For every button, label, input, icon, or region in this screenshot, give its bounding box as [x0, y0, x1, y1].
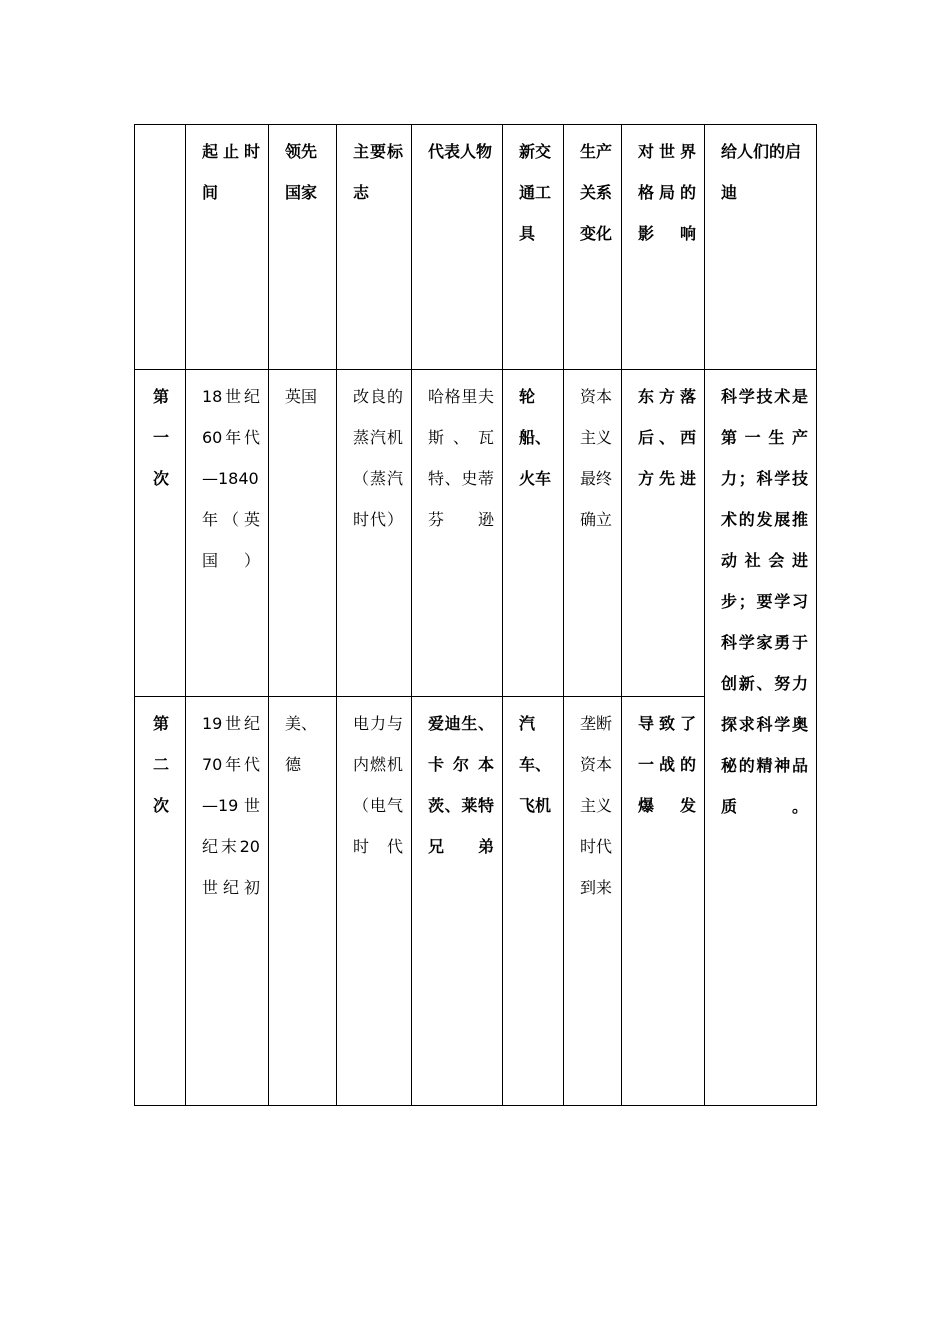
header-country: 领先国家: [269, 125, 337, 370]
header-inspiration: 给人们的启迪: [705, 125, 817, 370]
transport-cell: 轮船、火车: [503, 370, 564, 697]
header-transport: 新交通工具: [503, 125, 564, 370]
country-cell: 美、德: [269, 697, 337, 1106]
period-cell: 19世纪70年代—19世纪末20世纪初: [186, 697, 269, 1106]
world-cell: 导致了一战的爆发: [622, 697, 705, 1106]
table-row: [135, 370, 817, 697]
header-row: [135, 125, 817, 370]
people-cell: 哈格里夫斯、瓦特、史蒂芬逊: [412, 370, 503, 697]
mark-cell: 改良的蒸汽机（蒸汽时代）: [337, 370, 412, 697]
row-name: 第二次: [135, 697, 186, 1106]
row-name: 第一次: [135, 370, 186, 697]
relations-cell: 资本主义最终确立: [564, 370, 622, 697]
header-period: 起止时间: [186, 125, 269, 370]
header-world: 对世界格局的影响: [622, 125, 705, 370]
relations-cell: 垄断资本主义时代到来: [564, 697, 622, 1106]
country-cell: 英国: [269, 370, 337, 697]
header-mark: 主要标志: [337, 125, 412, 370]
mark-cell: 电力与内燃机（电气时代: [337, 697, 412, 1106]
revolution-table: [134, 124, 817, 1106]
header-people: 代表人物: [412, 125, 503, 370]
world-cell: 东方落后、西方先进: [622, 370, 705, 697]
header-relations: 生产关系变化: [564, 125, 622, 370]
inspiration-cell: 科学技术是第一生产力；科学技术的发展推动社会进步；要学习科学家勇于创新、努力探求科学奥秘的精神品质。: [705, 370, 817, 1106]
transport-cell: 汽车、飞机: [503, 697, 564, 1106]
people-cell: 爱迪生、卡尔本茨、莱特兄弟: [412, 697, 503, 1106]
header-blank: [135, 125, 186, 370]
period-cell: 18世纪60年代—1840年（英国）: [186, 370, 269, 697]
